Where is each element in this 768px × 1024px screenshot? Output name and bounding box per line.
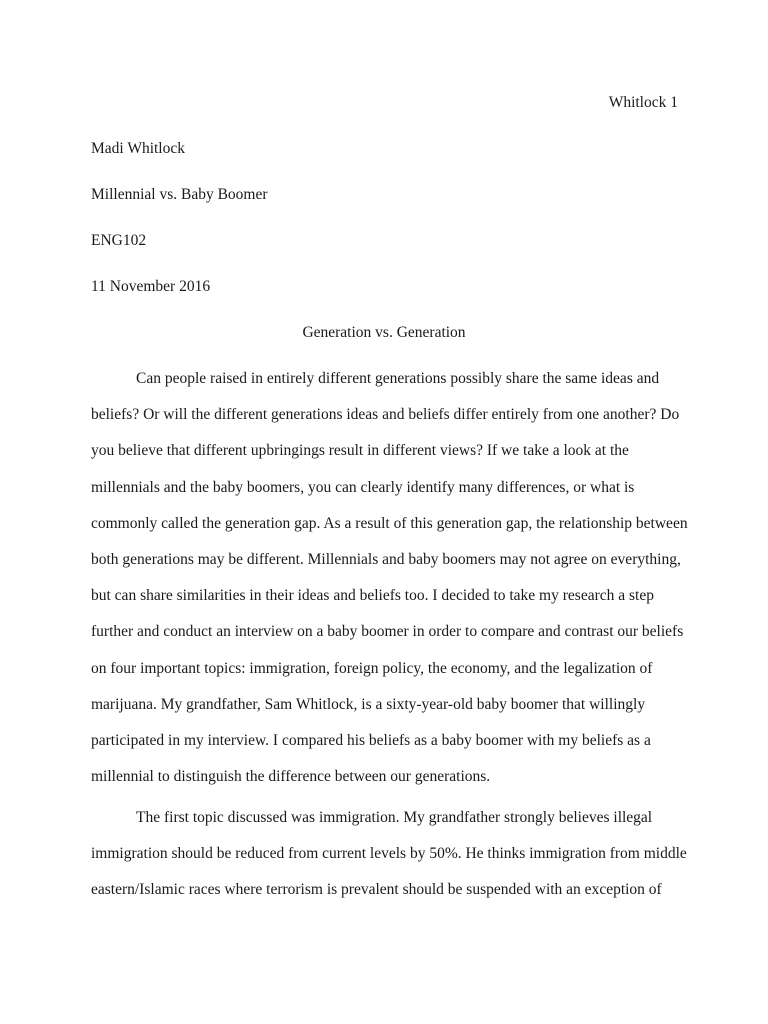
paragraph-line: commonly called the generation gap. As a result of this generation gap, the relationship between: [91, 514, 688, 532]
paragraph-line: but can share similarities in their ideas and beliefs too. I decided to take my research a step: [91, 587, 654, 605]
paragraph-line: millennials and the baby boomers, you can clearly identify many differences, or what is: [91, 478, 635, 496]
date-line: 11 November 2016: [91, 278, 211, 295]
essay-title: Generation vs. Generation: [302, 324, 466, 341]
author-name: Madi Whitlock: [91, 140, 185, 157]
paragraph-line: beliefs? Or will the different generations ideas and beliefs differ entirely from one another? Do: [91, 406, 680, 424]
course-code: ENG102: [91, 232, 147, 249]
paragraph-line: Can people raised in entirely different generations possibly share the same ideas and: [136, 370, 660, 387]
paragraph-line: you believe that different upbringings result in different views? If we take a look at the: [91, 442, 629, 460]
paragraph-line: both generations may be different. Millennials and baby boomers may not agree on everything,: [91, 550, 681, 568]
assignment-title: Millennial vs. Baby Boomer: [91, 186, 268, 203]
paragraph-line: millennial to distinguish the difference between our generations.: [91, 768, 491, 786]
paragraph-line: eastern/Islamic races where terrorism is prevalent should be suspended with an exception of: [91, 881, 662, 899]
running-head: Whitlock 1: [608, 94, 678, 111]
paragraph-line: The first topic discussed was immigration. My grandfather strongly believes illegal: [136, 809, 653, 826]
paragraph-line: on four important topics: immigration, foreign policy, the economy, and the legalization of: [91, 659, 653, 677]
paragraph-line: participated in my interview. I compared his beliefs as a baby boomer with my beliefs as a: [91, 731, 651, 749]
paragraph-line: further and conduct an interview on a baby boomer in order to compare and contrast our beliefs: [91, 623, 684, 641]
paragraph-2: [91, 809, 691, 918]
paragraph-1: [91, 370, 691, 804]
paragraph-line: immigration should be reduced from current levels by 50%. He thinks immigration from middle: [91, 845, 687, 863]
paragraph-line: marijuana. My grandfather, Sam Whitlock, is a sixty-year-old baby boomer that willingly: [91, 695, 646, 713]
